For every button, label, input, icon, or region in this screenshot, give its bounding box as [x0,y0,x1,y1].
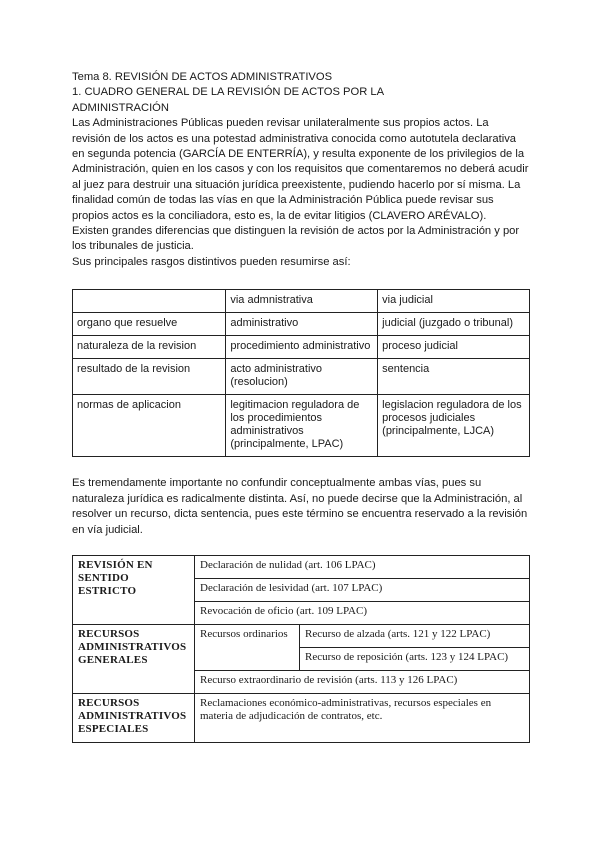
comparison-cell: sentencia [378,359,530,395]
intro-paragraph: Las Administraciones Públicas pueden revisar unilateralmente sus propios actos. La revisión de los actos es una potestad administrativa conocida como autotutela declarativa en segunda potencia (GARCÍA DE ENTERRÍA), y resulta exponente de los privilegios de la Administración, quien en los casos y con los requisitos que comentaremos no deberá acudir al juez para destruir una situación jurídica preexistente, pudiendo hacerlo por sí misma. La finalidad común de todas las vías en que la Administración Pública puede revisar sus propios actos es la conciliadora, esto es, la de evitar litigios (CLAVERO ARÉVALO). [72,117,529,222]
comparison-cell: acto administrativo (resolucion) [226,359,378,395]
review-row [73,693,530,742]
review-classification-table [72,555,530,743]
comparison-row [73,395,530,457]
comparison-cell: naturaleza de la revision [73,336,226,359]
comparison-header-cell [73,290,226,313]
review-item: Reclamaciones económico-administrativas, recursos especiales en materia de adjudicación de contratos, etc. [195,693,530,742]
comparison-cell: normas de aplicacion [73,395,226,457]
review-item: Recurso extraordinario de revisión (arts. 113 y 126 LPAC) [195,670,530,693]
review-item: Recurso de alzada (arts. 121 y 122 LPAC) [300,624,530,647]
section-title-line-1: 1. CUADRO GENERAL DE LA REVISIÓN DE ACTOS POR LA [72,86,385,99]
comparison-row [73,336,530,359]
comparison-cell: legislacion reguladora de los procesos judiciales (principalmente, LJCA) [378,395,530,457]
comparison-row [73,313,530,336]
comparison-cell: proceso judicial [378,336,530,359]
topic-title: Tema 8. REVISIÓN DE ACTOS ADMINISTRATIVOS [72,71,333,83]
review-row [73,624,530,647]
strict-review-heading: REVISIÓN EN SENTIDO ESTRICTO [73,555,195,624]
review-row [73,555,530,578]
section-title-line-2: ADMINISTRACIÓN [72,101,169,114]
review-item: Recurso de reposición (arts. 123 y 124 LPAC) [300,647,530,670]
ordinary-appeals-label: Recursos ordinarios [195,624,300,670]
differences-paragraph: Existen grandes diferencias que distinguen la revisión de actos por la Administración y por los tribunales de justicia. [72,225,520,253]
summary-paragraph: Sus principales rasgos distintivos pueden resumirse así: [72,255,351,268]
comparison-header-row [73,290,530,313]
comparison-cell: procedimiento administrativo [226,336,378,359]
review-item: Declaración de lesividad (art. 107 LPAC) [195,578,530,601]
review-item: Revocación de oficio (art. 109 LPAC) [195,601,530,624]
special-appeals-heading: RECURSOS ADMINISTRATIVOS ESPECIALES [73,693,195,742]
comparison-cell: resultado de la revision [73,359,226,395]
comparison-header-cell: via judicial [378,290,530,313]
distinction-paragraph: Es tremendamente importante no confundir conceptualmente ambas vías, pues su naturaleza jurídica es radicalmente distinta. Así, no puede decirse que la Administración, al resolver un recurso, dicta sentencia, pues este término se encuentra reservado a la revisión en vía judicial. [72,477,528,536]
comparison-cell: legitimacion reguladora de los procedimientos administrativos (principalmente, LPAC) [226,395,378,457]
comparison-cell: organo que resuelve [73,313,226,336]
comparison-header-cell: via admnistrativa [226,290,378,313]
comparison-row [73,359,530,395]
comparison-cell: administrativo [226,313,378,336]
comparison-table [72,289,530,457]
review-item: Declaración de nulidad (art. 106 LPAC) [195,555,530,578]
document-page [72,70,530,743]
general-appeals-heading: RECURSOS ADMINISTRATIVOS GENERALES [73,624,195,693]
comparison-cell: judicial (juzgado o tribunal) [378,313,530,336]
